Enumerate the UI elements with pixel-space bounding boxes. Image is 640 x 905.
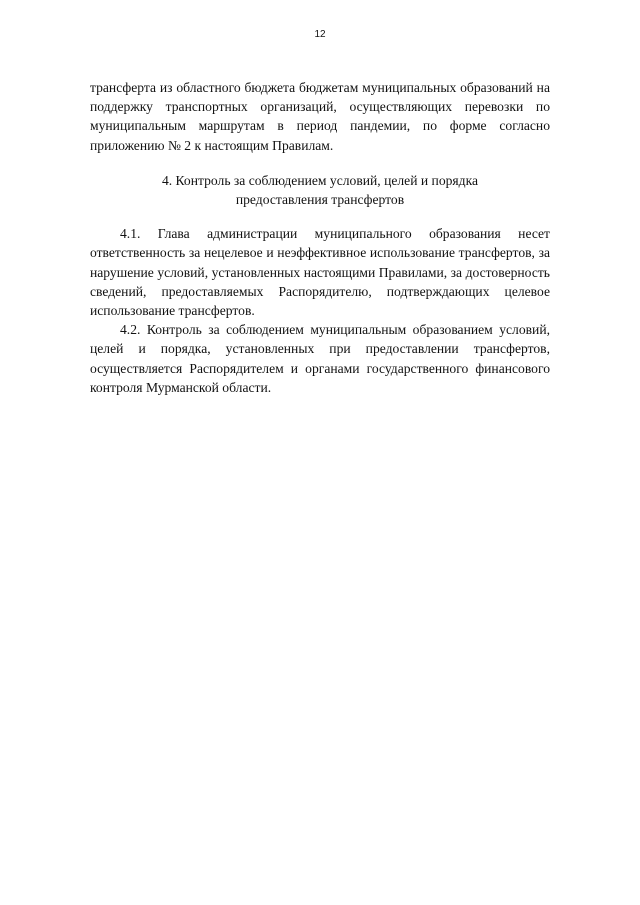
intro-paragraph: трансферта из областного бюджета бюджетам муниципальных образований на поддержку транспортных организаций, осуществляющих перевозки по муниципальным маршрутам в период пандемии, по форме согласно приложению № 2 к настоящим Правилам. bbox=[90, 80, 550, 153]
clause-4-1: 4.1. Глава администрации муниципального образования несет ответственность за нецелевое и неэффективное использование трансфертов, за нарушение условий, установленных настоящими Правилами, за достоверность сведений, предоставляемых Распорядителю, подтверждающих целевое использование трансфертов. bbox=[90, 226, 550, 319]
section-heading bbox=[90, 171, 550, 209]
document-body bbox=[90, 78, 550, 397]
section-heading-line-1: 4. Контроль за соблюдением условий, целей и порядка bbox=[161, 172, 479, 188]
clause-4-2: 4.2. Контроль за соблюдением муниципальным образованием условий, целей и порядка, установленных при предоставлении трансфертов, осуществляется Распорядителем и органами государственного финансового контроля Мурманской области. bbox=[90, 322, 550, 395]
section-heading-line-2: предоставления трансфертов bbox=[235, 192, 405, 208]
page-number: 12 bbox=[314, 29, 326, 40]
